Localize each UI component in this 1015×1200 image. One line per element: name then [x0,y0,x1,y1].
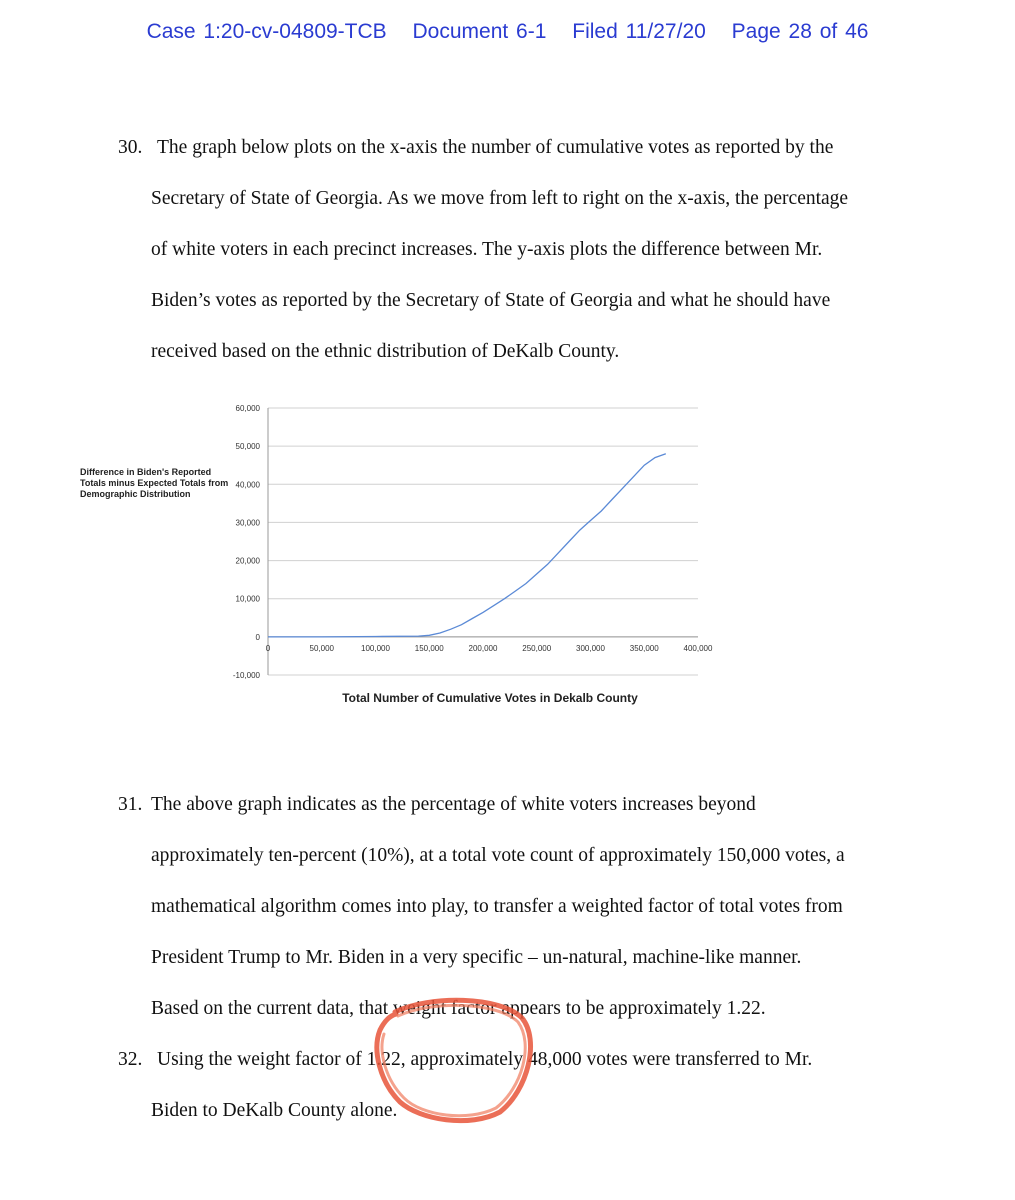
x-tick-label: 150,000 [414,643,444,653]
page-number: Page 28 of 46 [731,20,869,43]
paragraph-number: 30. [118,137,143,158]
chart-canvas [70,395,720,715]
series-line [268,454,666,637]
y-tick-label: 10,000 [235,594,260,604]
paragraph-line: Using the weight factor of 1.22, approximately 48,000 votes were transferred to Mr. [157,1049,813,1070]
paragraph-line: The above graph indicates as the percentage of white voters increases beyond [151,794,756,815]
y-tick-label: 0 [255,632,260,642]
paragraph-line: mathematical algorithm comes into play, to transfer a weighted factor of total votes from [151,896,843,917]
paragraph-line: Based on the current data, that weight factor appears to be approximately 1.22. [151,998,766,1019]
paragraph-line: Biden’s votes as reported by the Secretary of State of Georgia and what he should have [151,290,831,311]
y-tick-label: 40,000 [235,480,260,490]
x-tick-label: 250,000 [522,643,552,653]
paragraph-line: received based on the ethnic distribution of DeKalb County. [151,341,620,362]
y-tick-label: 30,000 [235,518,260,528]
y-tick-label: 20,000 [235,556,260,566]
paragraph-line: approximately ten-percent (10%), at a total vote count of approximately 150,000 votes, a [151,845,845,866]
paragraph-line: Secretary of State of Georgia. As we move from left to right on the x-axis, the percentage [151,188,849,209]
paragraph-line: President Trump to Mr. Biden in a very specific – un-natural, machine-like manner. [151,947,802,968]
x-tick-label: 200,000 [468,643,498,653]
filed-date: Filed 11/27/20 [572,20,706,43]
y-axis-label: Difference in Biden's Reported Totals minus Expected Totals from Demographic Distribution [80,467,229,499]
red-circle-annotation [360,990,540,1130]
line-chart [70,395,720,715]
paragraph-number: 31. [118,794,143,815]
y-tick-label: 60,000 [235,404,260,413]
case-number: Case 1:20-cv-04809-TCB [146,20,387,43]
x-tick-label: 400,000 [683,643,713,653]
paragraph-number: 32. [118,1049,143,1070]
paragraph-line: of white voters in each precinct increases. The y-axis plots the difference between Mr. [151,239,823,260]
document-number: Document 6-1 [412,20,547,43]
y-tick-label: -10,000 [232,671,260,680]
x-tick-label: 50,000 [309,643,334,653]
paragraph-line: Biden to DeKalb County alone. [151,1100,398,1121]
paragraph-line: The graph below plots on the x-axis the number of cumulative votes as reported by the [157,137,834,158]
y-tick-label: 50,000 [235,442,260,452]
x-axis-label: Total Number of Cumulative Votes in Dekalb County [342,691,638,705]
document-header [0,20,1015,44]
x-tick-label: 0 [265,643,271,653]
x-tick-label: 100,000 [361,643,390,653]
x-tick-label: 300,000 [576,643,605,653]
x-tick-label: 350,000 [629,643,659,653]
